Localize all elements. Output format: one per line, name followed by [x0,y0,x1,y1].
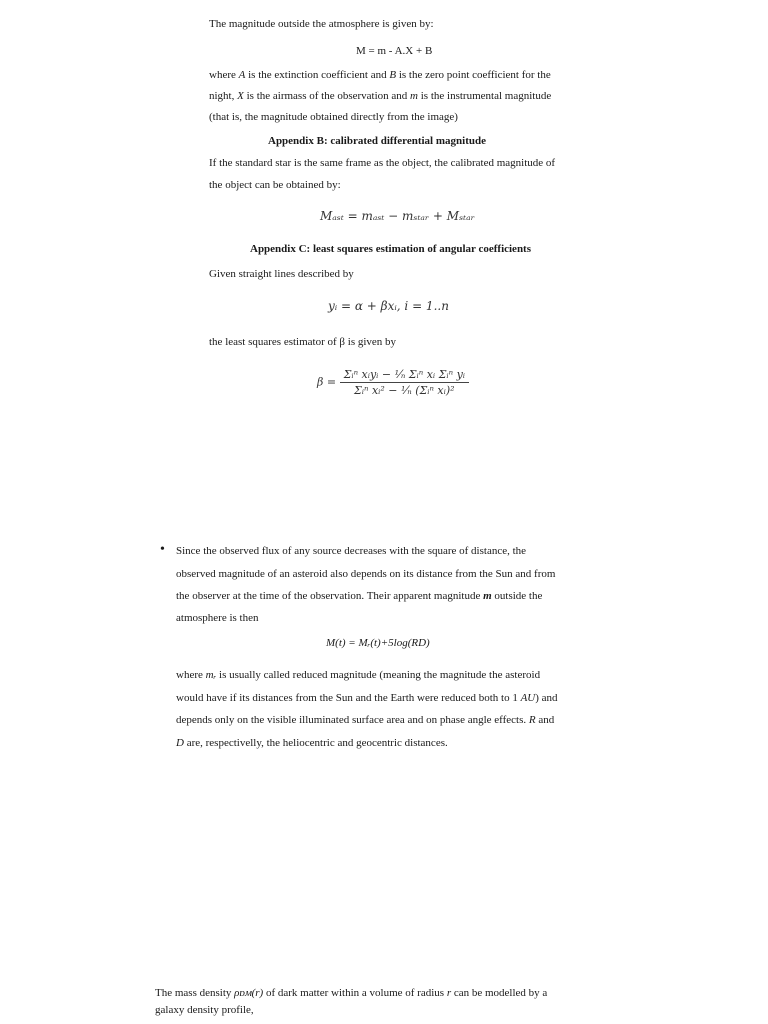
symbol-B: B [389,69,397,81]
symbol-mr: mᵣ [205,669,217,681]
text-span: is the extinction coefficient and [245,69,390,81]
beta-lhs: β = [317,375,337,389]
symbol-r: r [446,987,452,999]
appendix-b-title: Appendix B: calibrated differential magnitude [268,135,486,147]
footer-line-2: galaxy density profile, [155,1004,254,1016]
bullet-equation: M(t) = Mᵣ(t)+5log(RD) [326,637,430,649]
text-span: ) and [535,692,558,704]
bullet-line-8 [176,737,448,749]
text-span: is the zero point coefficient for the [396,69,551,81]
unit-au: AU [520,692,536,704]
appendix-b-line-2: the object can be obtained by: [209,179,341,191]
appendix-c-line-1: Given straight lines described by [209,268,354,280]
text-span: depends only on the visible illuminated surface area and on phase angle effects. [176,714,529,726]
bullet-line-6 [176,692,558,704]
symbol-m: m [483,590,492,602]
symbol-m: m [410,90,418,102]
footer-line-1 [155,987,547,999]
appendix-c-line-2: the least squares estimator of β is given by [209,336,397,348]
symbol-A: A [238,69,246,81]
bullet-line-2: observed magnitude of an asteroid also depends on its distance from the Sun and from [176,568,556,580]
bullet-line-4: atmosphere is then [176,612,259,624]
text-span: would have if its distances from the Sun and the Earth were reduced both to 1 [176,692,521,704]
appendix-b-equation: Mₐₛₜ = mₐₛₜ − mₛₜₐᵣ + Mₛₜₐᵣ [320,209,475,223]
appendix-c-equation: yᵢ = α + βxᵢ, i = 1..n [328,299,449,313]
text-span: outside the [491,590,543,602]
where-line-3: (that is, the magnitude obtained directly from the image) [209,111,458,123]
bullet-line-7 [176,714,554,726]
bullet-line-1: Since the observed flux of any source decreases with the square of distance, the [176,545,527,557]
text-span: and [535,714,555,726]
beta-denominator: Σᵢⁿ xᵢ² − ¹⁄ₙ (Σᵢⁿ xᵢ)² [354,384,455,397]
text-span: night, [209,90,238,102]
beta-fraction [340,368,469,397]
text-span: where [209,69,239,81]
text-span: of dark matter within a volume of radius [263,987,447,999]
text-span: where [176,669,206,681]
beta-numerator: Σᵢⁿ xᵢyᵢ − ¹⁄ₙ Σᵢⁿ xᵢ Σᵢⁿ yᵢ [340,368,469,383]
appendix-c-title: Appendix C: least squares estimation of angular coefficients [250,243,532,255]
magnitude-equation: M = m - A.X + B [356,45,433,57]
bullet-line-5 [176,669,540,681]
symbol-X: X [237,90,244,102]
appendix-b-line-1: If the standard star is the same frame as the object, the calibrated magnitude of [209,157,556,169]
beta-formula [317,368,469,397]
where-line-1 [209,69,551,81]
text-span: is usually called reduced magnitude (meaning the magnitude the asteroid [216,669,541,681]
text-span: The mass density [155,987,235,999]
text-span: can be modelled by a [451,987,548,999]
text-span: is the airmass of the observation and [243,90,411,102]
where-line-2 [209,90,551,102]
symbol-D: D [176,737,184,749]
mag-intro-text: The magnitude outside the atmosphere is given by: [209,18,434,30]
bullet-line-3 [176,590,542,602]
symbol-R: R [528,714,536,726]
text-span: are, respectivelly, the heliocentric and geocentric distances. [183,737,448,749]
text-span: is the instrumental magnitude [418,90,552,102]
bullet-marker: • [160,542,165,557]
symbol-rho-dm: ρᴅᴍ(r) [234,987,264,999]
text-span: the observer at the time of the observation. Their apparent magnitude [176,590,484,602]
